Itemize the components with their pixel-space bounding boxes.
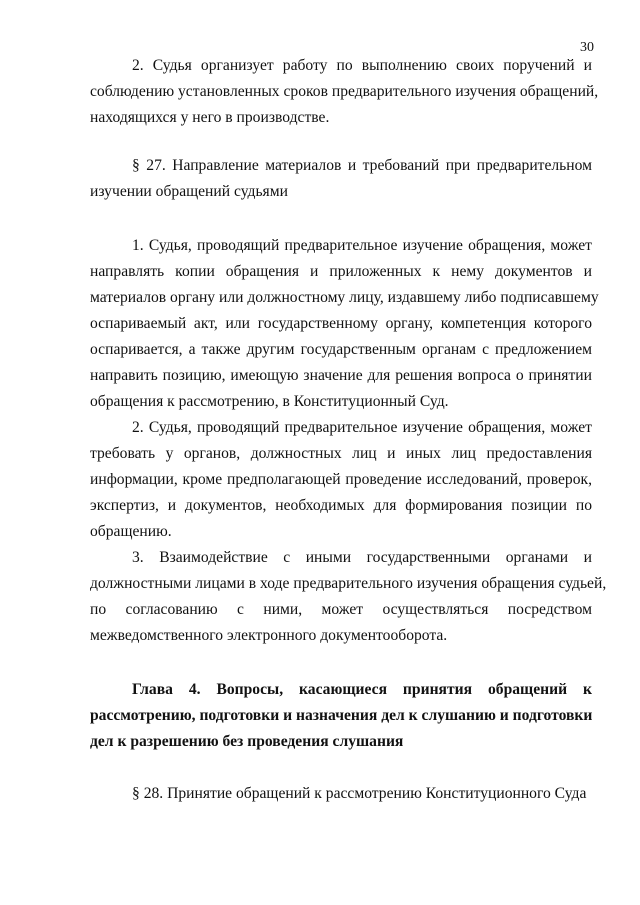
text-line: обращению. — [90, 523, 172, 540]
text-line: 3. Взаимодействие с иными государственными органами и — [132, 549, 592, 566]
heading-line: § 28. Принятие обращений к рассмотрению Конституционного Суда — [132, 785, 587, 802]
text-line: оспариваемый акт, или государственному органу, компетенция которого — [90, 315, 592, 332]
heading-line: изучении обращений судьями — [90, 183, 288, 200]
text-line: межведомственного электронного документооборота. — [90, 627, 448, 644]
text-line: экспертиз, и документов, необходимых для формирования позиции по — [90, 497, 592, 514]
section-27-item-2 — [90, 415, 592, 545]
page-number: 30 — [580, 40, 594, 55]
chapter-4-heading — [90, 677, 592, 755]
text-line: 2. Судья, проводящий предварительное изучение обращения, может — [132, 419, 592, 436]
heading-line: § 27. Направление материалов и требований при предварительном — [132, 157, 592, 174]
section-27-item-1 — [90, 233, 599, 415]
text-line: направить позицию, имеющую значение для решения вопроса о принятии — [90, 367, 592, 384]
text-line: обращения к рассмотрению, в Конституционный Суд. — [90, 393, 449, 410]
section-28-heading — [90, 781, 592, 807]
text-line: должностными лицами в ходе предварительного изучения обращения судьей, — [90, 575, 607, 592]
text-line: информации, кроме предполагающей проведение исследований, проверок, — [90, 471, 592, 488]
text-line: направлять копии обращения и приложенных к нему документов и — [90, 263, 592, 280]
heading-line: Глава 4. Вопросы, касающиеся принятия обращений к — [132, 681, 592, 698]
section-27-heading — [90, 153, 592, 205]
text-line: находящихся у него в производстве. — [90, 109, 330, 126]
text-line: требовать у органов, должностных лиц и иных лиц предоставления — [90, 445, 592, 462]
text-line: оспаривается, а также другим государственным органам с предложением — [90, 341, 592, 358]
text-line: соблюдению установленных сроков предварительного изучения обращений, — [90, 83, 599, 100]
paragraph-judge-organizes-work — [90, 53, 599, 131]
heading-line: рассмотрению, подготовки и назначения дел к слушанию и подготовки — [90, 707, 593, 724]
section-27-item-3 — [90, 545, 607, 649]
text-line: материалов органу или должностному лицу, издавшему либо подписавшему — [90, 289, 599, 306]
heading-line: дел к разрешению без проведения слушания — [90, 733, 404, 750]
text-line: по согласованию с ними, может осуществляться посредством — [90, 601, 592, 618]
text-line: 2. Судья организует работу по выполнению своих поручений и — [132, 57, 592, 74]
text-line: 1. Судья, проводящий предварительное изучение обращения, может — [132, 237, 592, 254]
